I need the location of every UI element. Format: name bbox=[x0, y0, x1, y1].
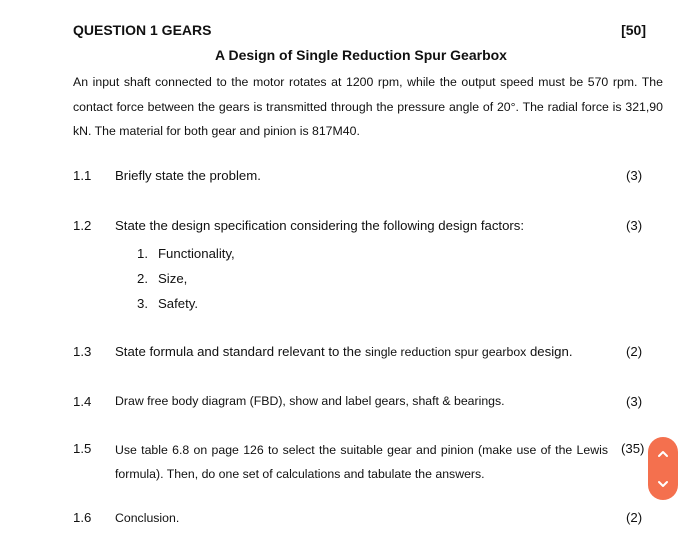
question-number: 1.1 bbox=[73, 168, 92, 183]
list-number: 3. bbox=[137, 296, 148, 311]
document-subtitle: A Design of Single Reduction Spur Gearbox bbox=[215, 47, 507, 63]
list-item bbox=[137, 266, 235, 291]
list-number: 2. bbox=[137, 271, 148, 286]
question-text: Briefly state the problem. bbox=[115, 168, 261, 183]
question-text: Conclusion. bbox=[115, 511, 180, 525]
question-text-part: State formula and standard relevant to the bbox=[115, 344, 365, 359]
question-text: Use table 6.8 on page 126 to select the suitable gear and pinion (make use of the Lewis formula). Then, do one set of calculations and tabulate the answers. bbox=[115, 443, 608, 481]
design-factors-list bbox=[137, 241, 235, 316]
question-number: 1.4 bbox=[73, 394, 92, 409]
intro-paragraph: An input shaft connected to the motor rotates at 1200 rpm, while the output speed must be 570 rpm. The contact force between the gears is transmitted through the pressure angle of 20°. The radial force is 321,90 kN. The material for both gear and pinion is 817M40. bbox=[73, 75, 663, 138]
question-text: Draw free body diagram (FBD), show and label gears, shaft & bearings. bbox=[115, 394, 505, 408]
question-title: QUESTION 1 GEARS bbox=[73, 22, 212, 38]
list-label: Size, bbox=[158, 271, 188, 286]
question-text-part: design. bbox=[526, 344, 573, 359]
chevron-up-icon bbox=[657, 448, 669, 460]
question-number: 1.2 bbox=[73, 218, 92, 233]
scroll-down-button[interactable] bbox=[648, 468, 678, 499]
scroll-up-button[interactable] bbox=[648, 438, 678, 469]
list-label: Functionality, bbox=[158, 246, 235, 261]
total-marks: [50] bbox=[621, 22, 646, 38]
question-text: State the design specification considering the following design factors: bbox=[115, 218, 525, 233]
chevron-down-icon bbox=[657, 478, 669, 490]
question-number: 1.3 bbox=[73, 344, 92, 359]
question-marks: (3) bbox=[626, 394, 643, 409]
list-number: 1. bbox=[137, 246, 148, 261]
question-marks: (3) bbox=[626, 218, 643, 233]
question-marks: (2) bbox=[626, 510, 643, 525]
question-marks: (2) bbox=[626, 344, 643, 359]
scroll-navigation-widget bbox=[648, 437, 678, 500]
list-label: Safety. bbox=[158, 296, 199, 311]
question-marks: (35) bbox=[621, 441, 645, 456]
list-item bbox=[137, 291, 235, 316]
question-marks: (3) bbox=[626, 168, 643, 183]
question-number: 1.5 bbox=[73, 441, 92, 456]
question-text-part: single reduction spur gearbox bbox=[364, 345, 527, 359]
question-text bbox=[115, 344, 573, 359]
list-item bbox=[137, 241, 235, 266]
question-number: 1.6 bbox=[73, 510, 92, 525]
